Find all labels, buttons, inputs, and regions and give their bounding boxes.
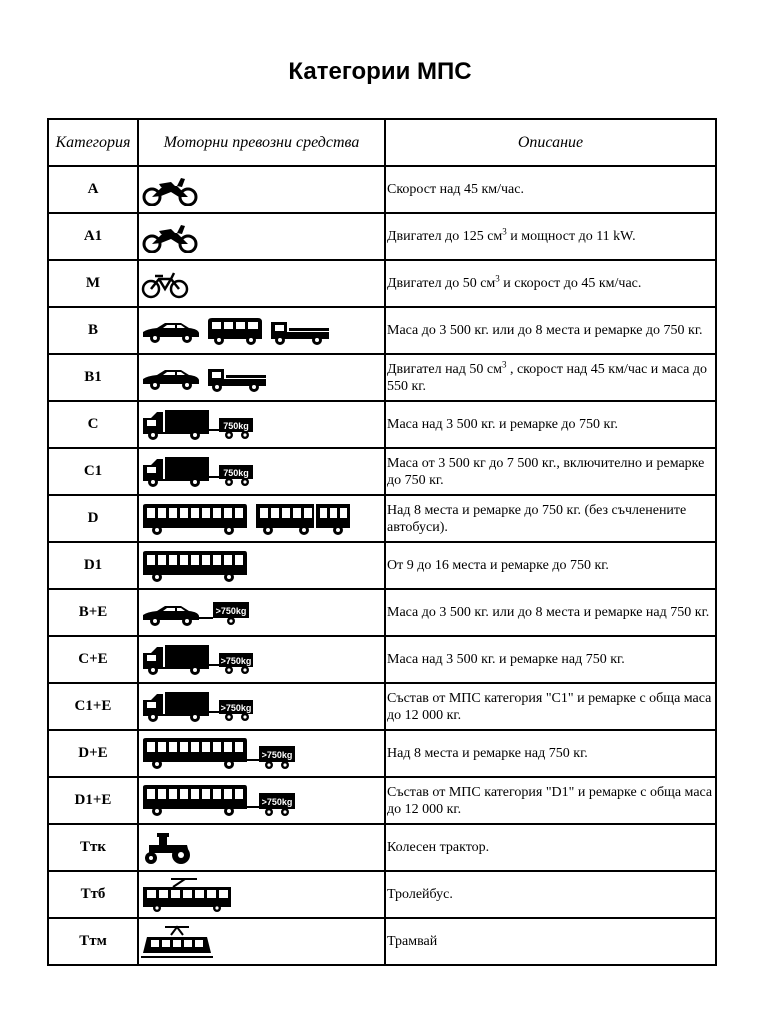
description-cell <box>385 213 716 260</box>
truck-trailer-icon <box>141 408 255 442</box>
header-description: Описание <box>385 119 716 166</box>
category-cell: A <box>48 166 138 213</box>
category-cell: C+E <box>48 636 138 683</box>
description-cell <box>385 307 716 354</box>
category-cell: B <box>48 307 138 354</box>
table-row <box>48 307 716 354</box>
description-text: Маса до 3 500 кг. или до 8 места и ремарке до 750 кг. <box>387 323 703 338</box>
truck-trailer-icon <box>141 690 255 724</box>
category-cell: Ттб <box>48 871 138 918</box>
category-cell: D1+E <box>48 777 138 824</box>
description-cell <box>385 871 716 918</box>
vehicles-cell <box>138 448 385 495</box>
table-row <box>48 260 716 307</box>
svg-text:>750kg: >750kg <box>261 749 293 760</box>
description-text: Маса над 3 500 кг. и ремарке до 750 кг. <box>387 417 618 432</box>
superscript-3: 3 <box>501 358 507 369</box>
table-row <box>48 166 716 213</box>
table-row <box>48 777 716 824</box>
vehicles-cell <box>138 213 385 260</box>
car-trailer-icon <box>141 598 251 628</box>
table-row <box>48 542 716 589</box>
truck-trailer-icon <box>141 455 255 489</box>
superscript-3: 3 <box>502 226 507 237</box>
bus-trailer-icon <box>141 736 297 772</box>
moped-icon <box>141 269 189 299</box>
description-text: Маса до 3 500 кг. или до 8 места и ремарке над 750 кг. <box>387 605 710 620</box>
pickup-truck-icon <box>206 363 268 393</box>
vehicles-cell <box>138 542 385 589</box>
description-text: и мощност до 11 kW. <box>506 229 636 244</box>
category-cell: Ттк <box>48 824 138 871</box>
table-row <box>48 589 716 636</box>
description-text: и скорост до 45 км/час. <box>499 276 642 291</box>
description-text: Колесен трактор. <box>387 840 490 855</box>
description-cell <box>385 683 716 730</box>
vehicles-cell <box>138 401 385 448</box>
table-body <box>48 166 716 965</box>
vehicles-cell <box>138 683 385 730</box>
description-cell <box>385 777 716 824</box>
header-category: Категория <box>48 119 138 166</box>
description-cell <box>385 824 716 871</box>
truck-trailer-icon <box>141 643 255 677</box>
table-row <box>48 918 716 965</box>
description-text: Над 8 места и ремарке до 750 кг. (без съчленените автобуси). <box>387 502 687 535</box>
table-row <box>48 495 716 542</box>
vehicles-cell <box>138 166 385 213</box>
description-text: Тролейбус. <box>387 887 453 902</box>
table-row <box>48 683 716 730</box>
description-cell <box>385 636 716 683</box>
table-row <box>48 636 716 683</box>
description-text: , скорост над 45 км/час и маса до 550 кг. <box>387 361 707 394</box>
bus-trailer-icon <box>141 783 297 819</box>
motorcycle-icon <box>141 221 199 253</box>
category-cell: B1 <box>48 354 138 401</box>
minibus-icon <box>206 316 264 346</box>
table-row <box>48 871 716 918</box>
description-cell <box>385 354 716 401</box>
table-row <box>48 213 716 260</box>
vehicles-cell <box>138 307 385 354</box>
page-title: Категории МПС <box>288 58 472 85</box>
trolleybus-icon <box>141 877 233 913</box>
svg-text:750kg: 750kg <box>223 467 249 478</box>
vehicles-cell <box>138 871 385 918</box>
description-text: Състав от МПС категория "C1" и ремарке с обща маса до 12 000 кг. <box>387 690 712 723</box>
tram-icon <box>141 925 213 959</box>
description-text: Скорост над 45 км/час. <box>387 182 524 197</box>
category-cell: A1 <box>48 213 138 260</box>
motorcycle-icon <box>141 174 199 206</box>
category-cell: D1 <box>48 542 138 589</box>
description-text: Трамвай <box>387 934 438 949</box>
vehicles-cell <box>138 636 385 683</box>
vehicles-cell <box>138 730 385 777</box>
vehicles-cell <box>138 589 385 636</box>
svg-text:>750kg: >750kg <box>215 605 247 616</box>
description-text: От 9 до 16 места и ремарке до 750 кг. <box>387 558 609 573</box>
categories-table <box>47 118 717 966</box>
table-row <box>48 401 716 448</box>
bus-icon <box>141 549 249 583</box>
category-cell: C1+E <box>48 683 138 730</box>
table-row <box>48 730 716 777</box>
category-cell: B+E <box>48 589 138 636</box>
vehicles-cell <box>138 354 385 401</box>
bus-icon <box>141 502 249 536</box>
description-cell <box>385 166 716 213</box>
description-text: Двигател до 125 см <box>387 229 503 244</box>
table-row <box>48 824 716 871</box>
svg-text:>750kg: >750kg <box>220 702 252 713</box>
superscript-3: 3 <box>495 273 500 284</box>
car-icon <box>141 319 201 343</box>
description-cell <box>385 542 716 589</box>
description-cell <box>385 918 716 965</box>
pickup-truck-icon <box>269 316 331 346</box>
category-cell: C1 <box>48 448 138 495</box>
vehicles-cell <box>138 918 385 965</box>
svg-text:>750kg: >750kg <box>220 655 252 666</box>
svg-text:750kg: 750kg <box>223 420 249 431</box>
description-text: Над 8 места и ремарке над 750 кг. <box>387 746 588 761</box>
table-row <box>48 448 716 495</box>
description-cell <box>385 589 716 636</box>
description-cell <box>385 495 716 542</box>
vehicles-cell <box>138 824 385 871</box>
category-cell: D <box>48 495 138 542</box>
description-cell <box>385 401 716 448</box>
description-cell <box>385 448 716 495</box>
category-cell: M <box>48 260 138 307</box>
articulated-bus-icon <box>254 502 352 536</box>
description-cell <box>385 730 716 777</box>
car-icon <box>141 366 201 390</box>
description-text: Двигател до 50 см <box>387 276 496 291</box>
category-cell: Ттм <box>48 918 138 965</box>
vehicles-cell <box>138 495 385 542</box>
vehicles-cell <box>138 260 385 307</box>
category-cell: D+E <box>48 730 138 777</box>
description-text: Двигател над 50 см <box>387 361 502 377</box>
description-text: Състав от МПС категория "D1" и ремарке с обща маса до 12 000 кг. <box>387 784 713 817</box>
table-row <box>48 354 716 401</box>
table-header-row <box>48 119 716 166</box>
svg-text:>750kg: >750kg <box>261 796 293 807</box>
description-cell <box>385 260 716 307</box>
tractor-icon <box>141 831 195 865</box>
description-text: Маса над 3 500 кг. и ремарке над 750 кг. <box>387 652 625 667</box>
header-vehicles: Моторни превозни средства <box>138 119 385 166</box>
vehicles-cell <box>138 777 385 824</box>
category-cell: C <box>48 401 138 448</box>
description-text: Маса от 3 500 кг до 7 500 кг., включително и ремарке до 750 кг. <box>387 455 705 488</box>
